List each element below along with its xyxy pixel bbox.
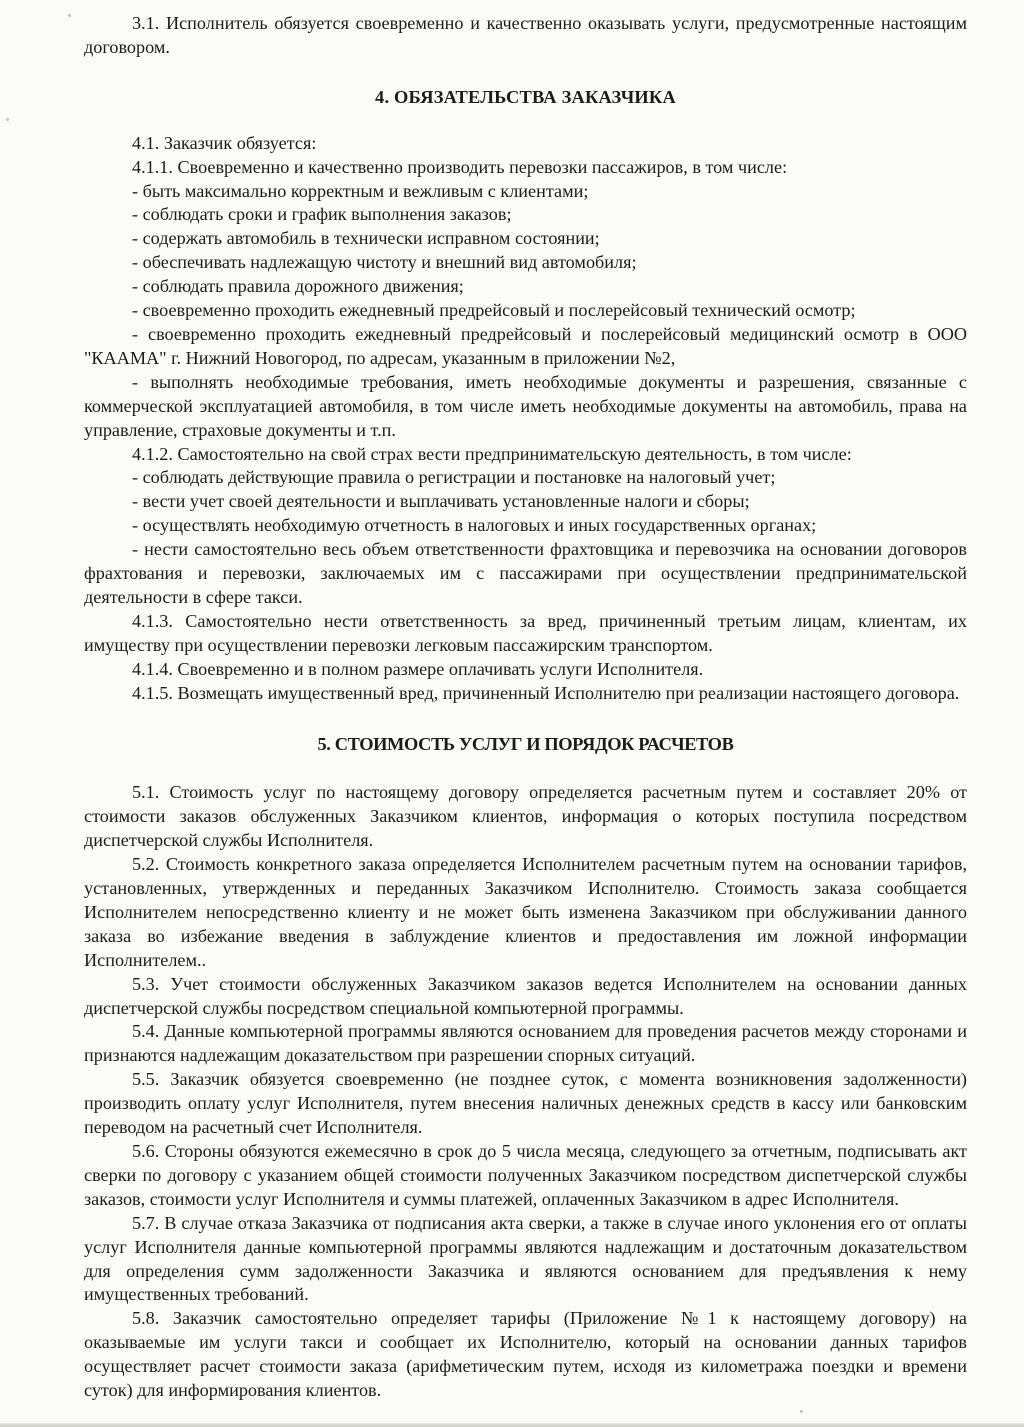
section-4-title: 4. ОБЯЗАТЕЛЬСТВА ЗАКАЗЧИКА (375, 86, 676, 107)
clause-5-5: 5.5. Заказчик обязуется своевременно (не позднее суток, с момента возникновения задолженности) производить оплату услуг Исполнителя, путем внесения наличных денежных средств в кассу или банковским переводом на расчетный счет Исполнителя. (84, 1069, 967, 1138)
clause-5-6: 5.6. Стороны обязуются ежемесячно в срок до 5 числа месяца, следующего за отчетным, подписывать акт сверки по договору с указанием общей стоимости полученных Заказчиком посредством диспетчерской службы заказов, стоимости услуг Исполнителя и суммы платежей, оплаченных Заказчиком в адрес Исполнителя. (84, 1140, 967, 1209)
clause-4-1-4: 4.1.4. Своевременно и в полном размере оплачивать услуги Исполнителя. (132, 658, 704, 679)
clause-5-4: 5.4. Данные компьютерной программы являются основанием для проведения расчетов между сторонами и признаются надлежащим доказательством при разрешении спорных ситуаций. (84, 1021, 967, 1066)
scan-speck (800, 1410, 803, 1413)
clause-4-1-2: 4.1.2. Самостоятельно на свой страх вести предпринимательскую деятельность, в том числе: (132, 443, 852, 464)
section-5-title: 5. СТОИМОСТЬ УСЛУГ И ПОРЯДОК РАСЧЕТОВ (317, 734, 734, 755)
clause-4-1-1: 4.1.1. Своевременно и качественно производить перевозки пассажиров, в том числе: (132, 156, 788, 177)
list-item: - соблюдать правила дорожного движения; (132, 276, 464, 297)
clause-5-7: 5.7. В случае отказа Заказчика от подписания акта сверки, а также в случае иного уклонения его от оплаты услуг Исполнителя данные компьютерной программы являются надлежащим и достаточным доказательством для определения сумм задолженности Заказчика и являются основанием для предъявления к нему имущественных требований. (84, 1212, 967, 1305)
list-item: - выполнять необходимые требования, иметь необходимые документы и разрешения, связанные с коммерческой эксплуатацией автомобиля, в том числе иметь необходимые документы на автомобиль, права на управление, страховые документы и т.п. (84, 371, 967, 440)
list-item: - нести самостоятельно весь объем ответственности фрахтовщика и перевозчика на основании договоров фрахтования и перевозки, заключаемых им с пассажирами при осуществлении предпринимательской деятельности в сфере такси. (84, 539, 967, 607)
list-item: - быть максимально корректным и вежливым с клиентами; (132, 180, 589, 201)
clause-4-1-3: 4.1.3. Самостоятельно нести ответственность за вред, причиненный третьим лицам, клиентам, их имуществу при осуществлении перевозки легковым пассажирским транспортом. (84, 610, 967, 655)
list-item: - содержать автомобиль в технически исправном состоянии; (132, 228, 600, 249)
list-item: - осуществлять необходимую отчетность в налоговых и иных государственных органах; (132, 515, 817, 536)
list-item: - соблюдать действующие правила о регистрации и постановке на налоговый учет; (132, 467, 776, 488)
clause-5-3: 5.3. Учет стоимости обслуженных Заказчиком заказов ведется Исполнителем на основании данных диспетчерской службы посредством специальной компьютерной программы. (84, 973, 967, 1018)
scan-speck (68, 14, 71, 17)
clause-5-8: 5.8. Заказчик самостоятельно определяет тарифы (Приложение №1 к настоящему договору) на оказываемые им услуги такси и сообщает их Исполнителю, который на основании данных тарифов осуществляет расчет стоимости заказа (арифметическим путем, исходя из километража поездки и времени суток) для информирования клиентов. (84, 1308, 967, 1401)
list-item: - своевременно проходить ежедневный предрейсовый и послерейсовый технический осмотр; (132, 300, 856, 321)
scan-bottom-edge (0, 1423, 1024, 1427)
clause-5-2: 5.2. Стоимость конкретного заказа определяется Исполнителем расчетным путем на основании тарифов, установленных, утвержденных и переданных Заказчиком Исполнителю. Стоимость заказа сообщается Исполнителем непосредственно клиенту и не может быть изменена Заказчиком при обслуживании данного заказа во избежание введения в заблуждение клиентов и предоставления им ложной информации Исполнителем.. (84, 854, 967, 970)
clause-5-1: 5.1. Стоимость услуг по настоящему договору определяется расчетным путем и составляет 20% от стоимости заказов обслуженных Заказчиком клиентов, информация о которых поступила посредством диспетчерской службы Исполнителя. (84, 782, 967, 851)
clause-4-1: 4.1. Заказчик обязуется: (132, 132, 317, 153)
list-item: - соблюдать сроки и график выполнения заказов; (132, 204, 512, 225)
list-item: - вести учет своей деятельности и выплачивать установленные налоги и сборы; (132, 491, 750, 512)
scan-speck (6, 118, 9, 121)
list-item: - своевременно проходить ежедневный предрейсовый и послерейсовый медицинский осмотр в ООО "КААМА" г. Нижний Новогород, по адресам, указанным в приложении №2, (84, 323, 967, 368)
list-item: - обеспечивать надлежащую чистоту и внешний вид автомобиля; (132, 252, 637, 273)
clause-3-1: 3.1. Исполнитель обязуется своевременно и качественно оказывать услуги, предусмотренные настоящим договором. (84, 13, 967, 57)
clause-4-1-5: 4.1.5. Возмещать имущественный вред, причиненный Исполнителю при реализации настоящего договора. (132, 682, 960, 703)
